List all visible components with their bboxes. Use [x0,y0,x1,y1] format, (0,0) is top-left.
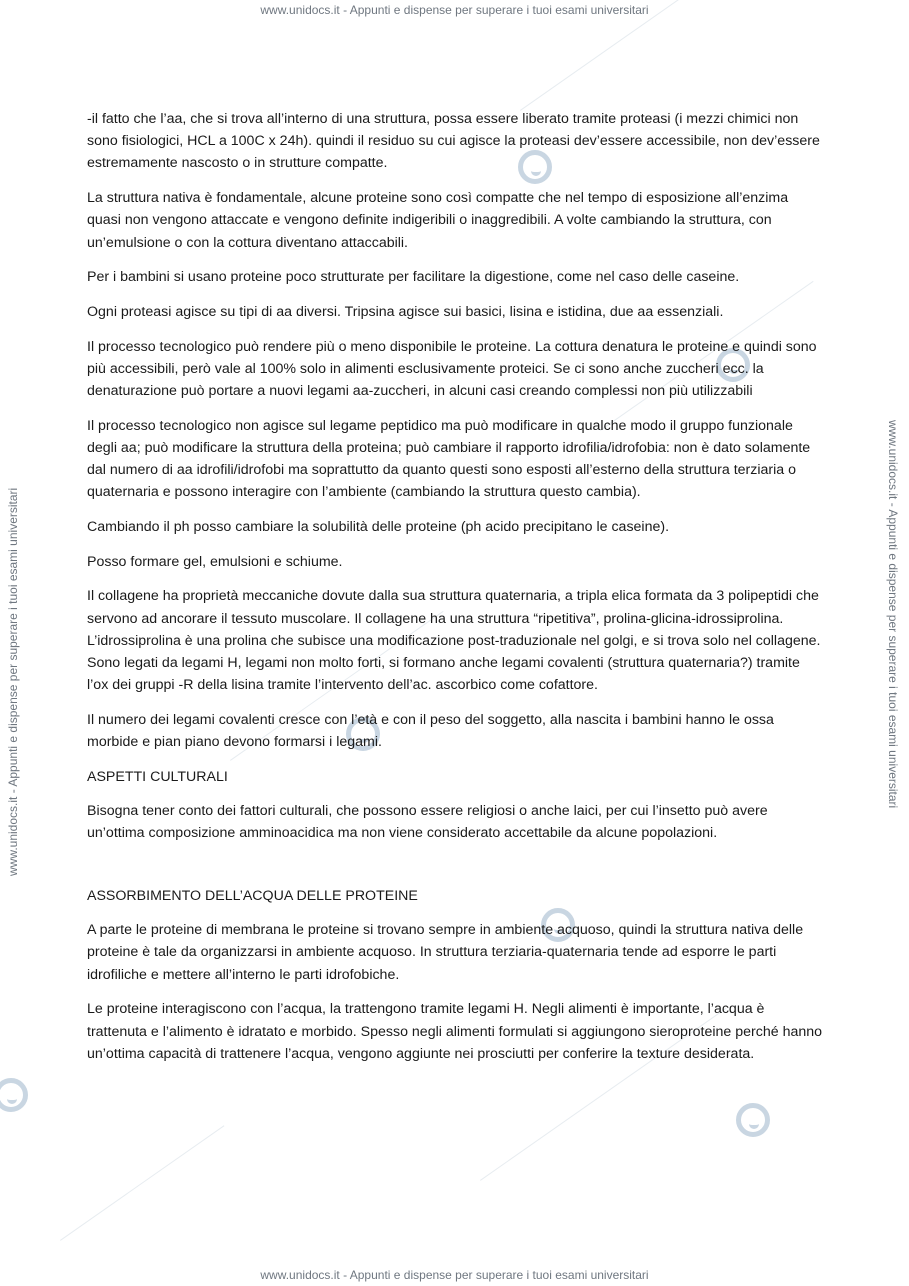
footer-watermark [0,1268,909,1282]
paragraph: -il fatto che l’aa, che si trova all’interno di una struttura, possa essere liberato tramite proteasi (i mezzi chimici non sono fisiologici, HCL a 100C x 24h). quindi il residuo su cui agisce la proteasi dev’essere accessibile, non dev’essere estremamente nascosto o in strutture compatte. [87,111,820,172]
watermark-logo-icon [0,1078,28,1112]
paragraph: Per i bambini si usano proteine poco strutturate per facilitare la digestione, come nel caso delle caseine. [87,269,740,286]
spacer [87,857,823,885]
paragraph: Cambiando il ph posso cambiare la solubilità delle proteine (ph acido precipitano le caseine). [87,519,670,536]
paragraph: A parte le proteine di membrana le proteine si trovano sempre in ambiente acquoso, quindi la struttura nativa delle proteine è tale da organizzarsi in ambiente acquoso. In struttura terziaria-quaternaria tende ad esporre le parti idrofiliche e mettere all’interno le parti idrofobiche. [87,922,804,983]
paragraph: Il processo tecnologico può rendere più o meno disponibile le proteine. La cottura denatura le proteine e quindi sono più accessibili, però vale al 100% solo in alimenti esclusivamente proteici. Se ci sono anche zuccheri ecc. la denaturazione può portare a nuovi legami aa-zuccheri, in alcuni casi creando complessi non più utilizzabili [87,338,817,400]
header-watermark-text: www.unidocs.it - Appunti e dispense per superare i tuoi esami universitari [260,3,649,17]
paragraph: Le proteine interagiscono con l’acqua, la trattengono tramite legami H. Negli alimenti è importante, l’acqua è trattenuta e l’alimento è idratato e morbido. Spesso negli alimenti formulati si aggiungono sieroproteine perché hanno un’ottima capacità di trattenere l’acqua, vengono aggiunte nei prosciutti per conferire la texture desiderata. [87,1001,823,1062]
left-side-watermark: www.unidocs.it - Appunti e dispense per superare i tuoi esami universitari [6,487,20,876]
paragraph: Il processo tecnologico non agisce sul legame peptidico ma può modificare in qualche modo il gruppo funzionale degli aa; può modificare la struttura della proteina; può cambiare il rapporto idrofilia/idrofobia: non è dato solamente dal numero di aa idrofili/idrofobi ma soprattutto da quanto questi sono esposti all’esterno della struttura terziaria o quaternaria e possono interagire con l’ambiente (cambiando la struttura questo cambia). [87,417,811,501]
right-side-watermark: www.unidocs.it - Appunti e dispense per superare i tuoi esami universitari [886,420,900,809]
paragraph: La struttura nativa è fondamentale, alcune proteine sono così compatte che nel tempo di esposizione all’enzima quasi non vengono attaccate e vengono definite indigeribili o inaggredibili. A volte cambiando la struttura, con un’emulsione o con la cottura diventano attaccabili. [87,190,789,251]
paragraph: Bisogna tener conto dei fattori culturali, che possono essere religiosi o anche laici, per cui l’insetto può avere un’ottima composizione amminoacidica ma non viene considerato accettabile da alcune popolazioni. [87,803,768,842]
document-body [87,108,823,1077]
paragraph: Ogni proteasi agisce su tipi di aa diversi. Tripsina agisce sui basici, lisina e istidina, due aa essenziali. [87,303,724,320]
section-heading: ASSORBIMENTO DELL’ACQUA DELLE PROTEINE [87,887,418,904]
header-watermark [0,3,909,17]
footer-watermark-text: www.unidocs.it - Appunti e dispense per superare i tuoi esami universitari [260,1268,649,1282]
paragraph: Posso formare gel, emulsioni e schiume. [87,553,343,570]
section-heading: ASPETTI CULTURALI [87,768,228,785]
watermark-logo-icon [736,1103,770,1137]
paragraph: Il collagene ha proprietà meccaniche dovute dalla sua struttura quaternaria, a tripla elica formata da 3 polipeptidi che servono ad ancorare il tessuto muscolare. Il collagene ha una struttura “ripetitiva”, prolina-glicina-idrossiprolina. L’idrossiprolina è una prolina che subisce una modificazione post-traduzionale nel golgi, e si trova solo nel collagene. Sono legati da legami H, legami non molto forti, si formano anche legami covalenti (struttura quaternaria?) tramite l’ox dei gruppi -R della lisina tramite l’intervento dell’ac. ascorbico come cofattore. [87,588,821,694]
paragraph: Il numero dei legami covalenti cresce con l’età e con il peso del soggetto, alla nascita i bambini hanno le ossa morbide e pian piano devono formarsi i legami. [87,711,774,751]
watermark-line [60,1125,224,1241]
